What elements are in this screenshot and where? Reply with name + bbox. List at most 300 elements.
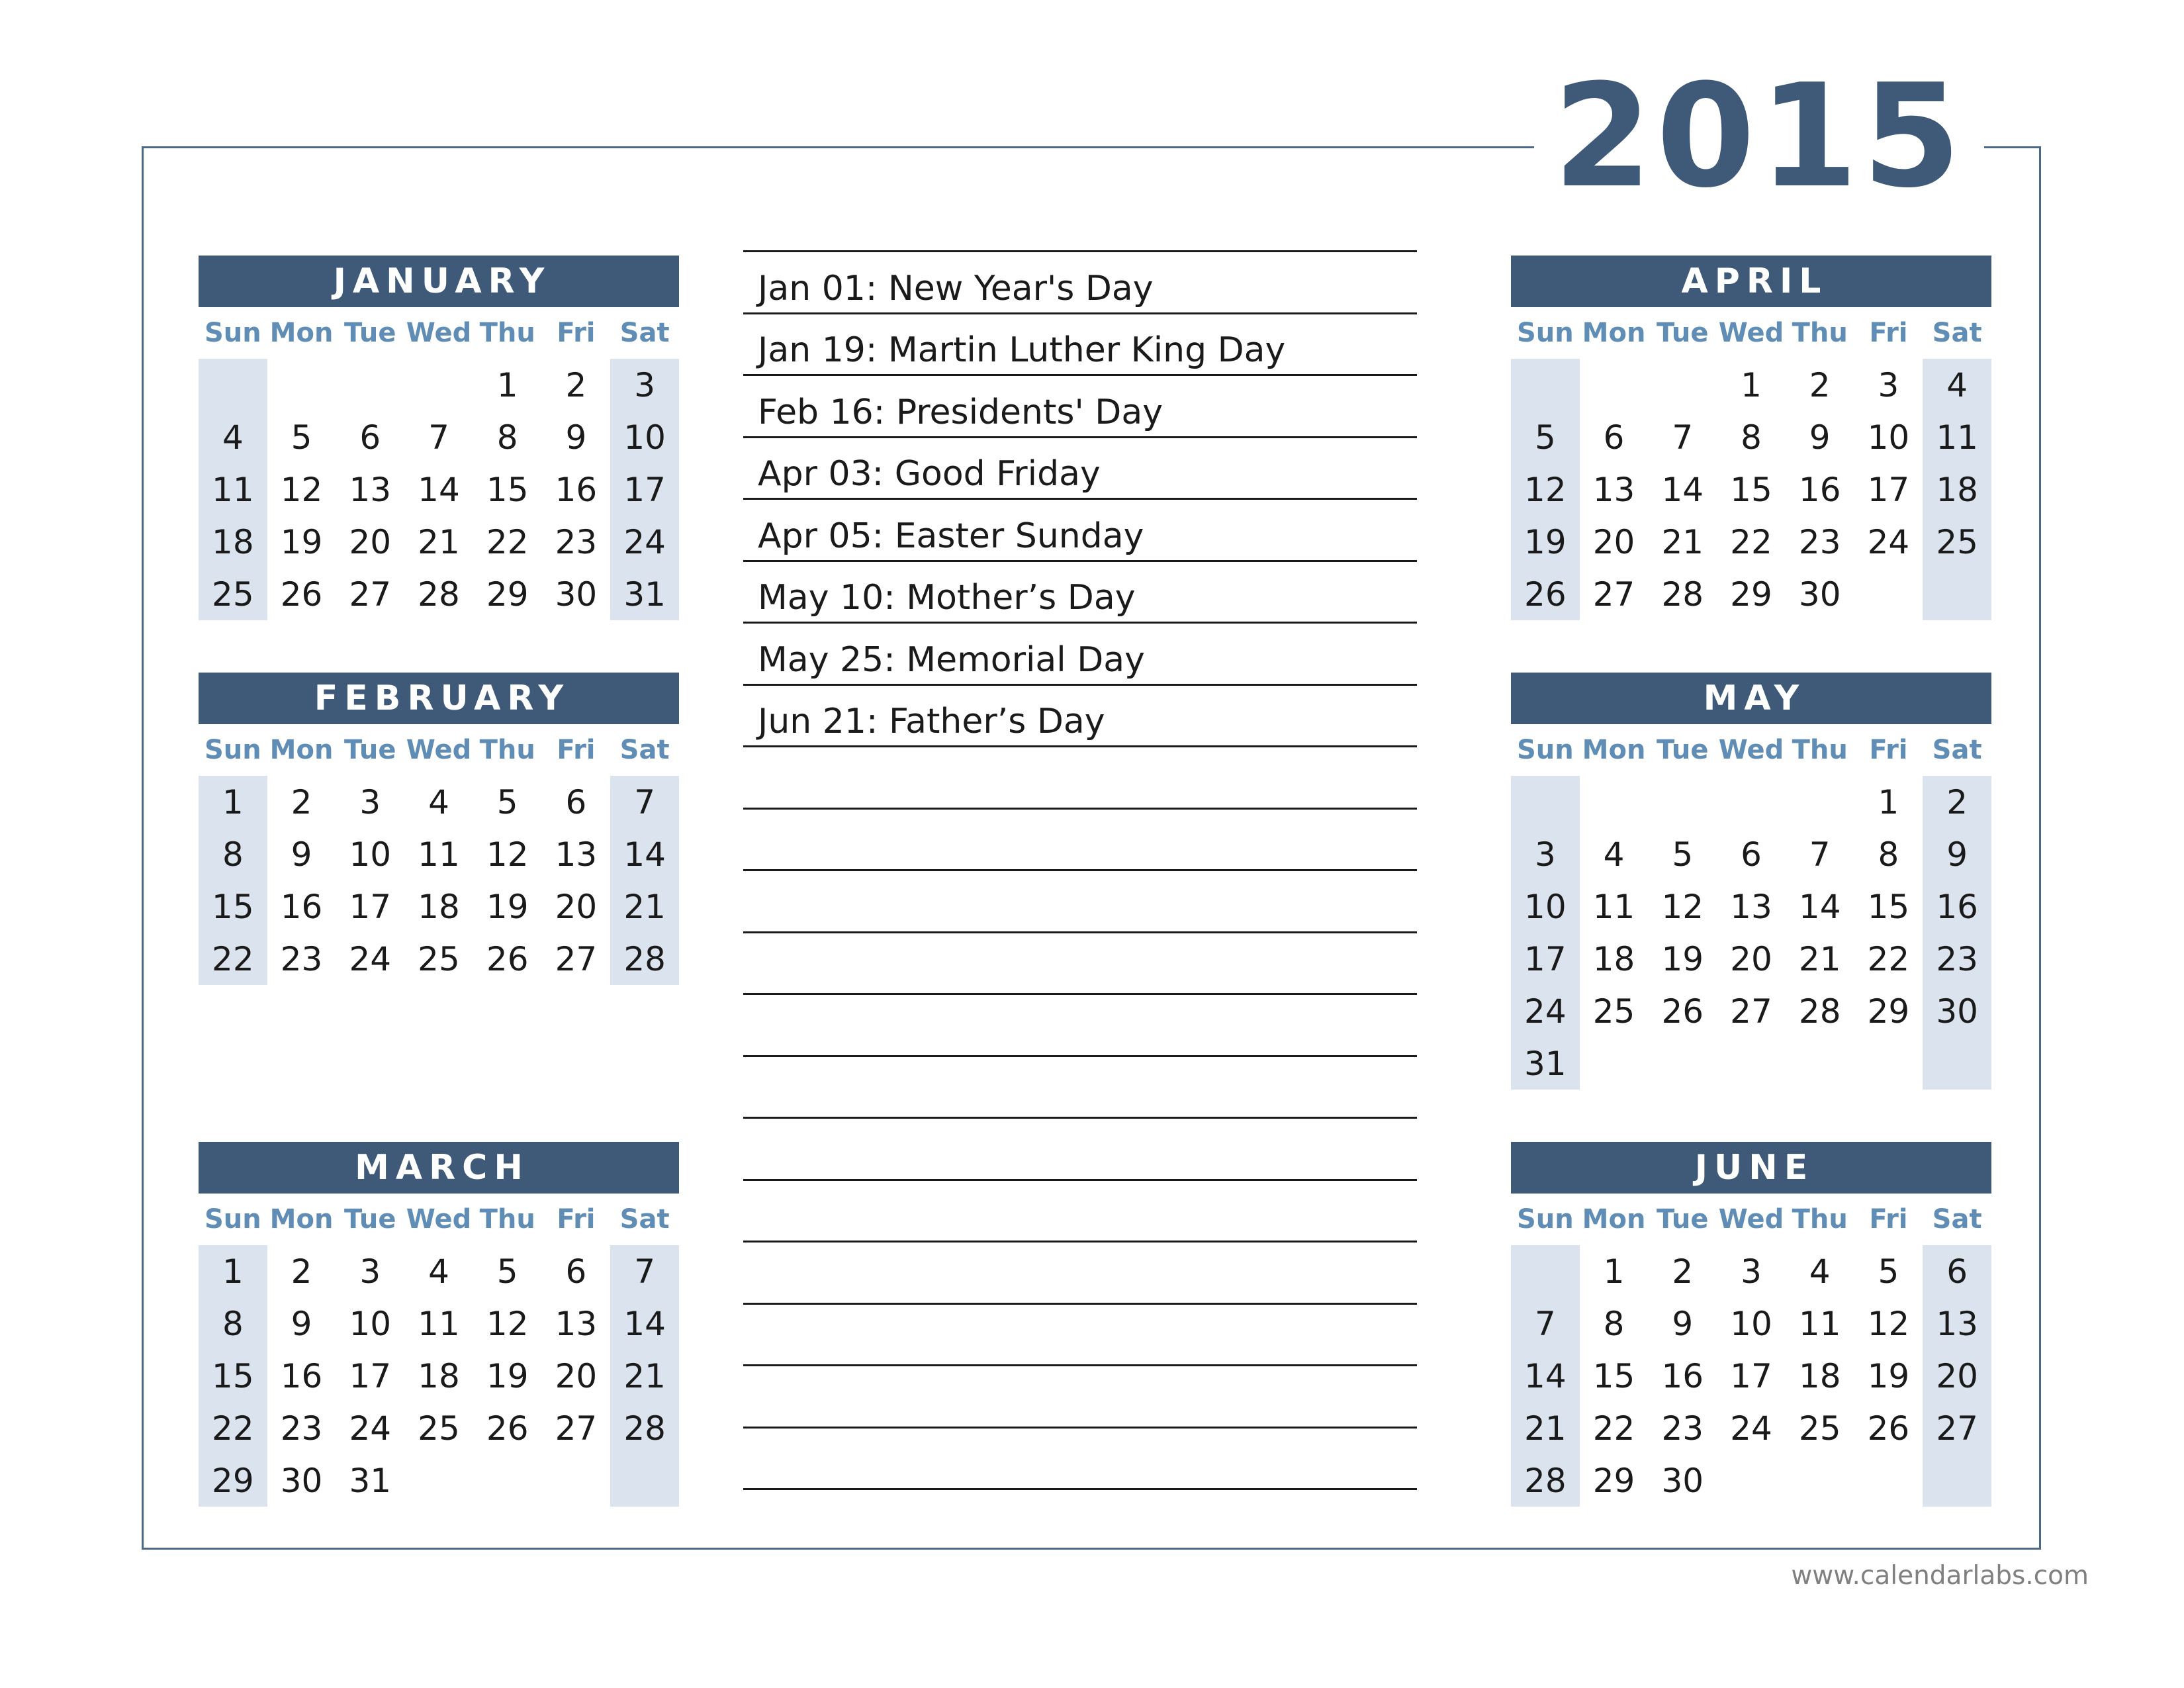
- month-name: FEBRUARY: [199, 673, 679, 724]
- day-cell[interactable]: 29: [1592, 1461, 1635, 1500]
- day-cell[interactable]: 18: [1592, 939, 1635, 978]
- day-cell[interactable]: 21: [1798, 939, 1841, 978]
- day-cell[interactable]: 17: [1511, 933, 1580, 985]
- weekday-label: Sun: [204, 318, 261, 348]
- weekday-header-row: [1511, 724, 1991, 776]
- day-cell[interactable]: 10: [349, 1304, 392, 1343]
- notes-blank-line: [743, 747, 1417, 810]
- month-name: JUNE: [1511, 1142, 1991, 1194]
- empty-day-cell: [1511, 359, 1580, 411]
- day-cell[interactable]: 18: [418, 1356, 460, 1395]
- day-cell[interactable]: 7: [610, 1245, 679, 1297]
- day-cell[interactable]: 5: [496, 1252, 518, 1291]
- notes-blank-line: [743, 933, 1417, 996]
- day-cell[interactable]: 10: [610, 411, 679, 463]
- day-cell[interactable]: 7: [1672, 418, 1694, 457]
- month-may: [1511, 673, 1991, 1090]
- day-cell[interactable]: 26: [280, 575, 323, 614]
- day-cell[interactable]: 28: [1661, 575, 1704, 614]
- day-cell[interactable]: 27: [1730, 992, 1772, 1031]
- weekday-label: Wed: [1718, 735, 1784, 765]
- day-cell[interactable]: 29: [486, 575, 529, 614]
- day-cell[interactable]: 20: [1592, 522, 1635, 561]
- day-cell[interactable]: 24: [610, 516, 679, 568]
- day-cell[interactable]: 9: [1809, 418, 1831, 457]
- day-cell[interactable]: 18: [1798, 1356, 1841, 1395]
- day-cell[interactable]: 27: [1592, 575, 1635, 614]
- day-grid: [1511, 1245, 1991, 1507]
- day-cell[interactable]: 14: [1661, 470, 1704, 509]
- weekday-label: Sat: [1932, 735, 1982, 765]
- day-cell[interactable]: 11: [418, 1304, 460, 1343]
- holiday-text: Jan 01: New Year's Day: [758, 268, 1154, 308]
- day-cell[interactable]: 1: [1603, 1252, 1625, 1291]
- weekday-label: Mon: [269, 735, 334, 765]
- holiday-text: Feb 16: Presidents' Day: [758, 392, 1163, 432]
- weekday-label: Wed: [406, 735, 472, 765]
- notes-blank-line: [743, 1366, 1417, 1429]
- holiday-list: [743, 250, 1417, 1490]
- day-cell[interactable]: 22: [199, 933, 267, 985]
- month-march: [199, 1142, 679, 1507]
- day-cell[interactable]: 1: [199, 1245, 267, 1297]
- empty-day-cell: [1511, 776, 1580, 828]
- day-cell[interactable]: 1: [1878, 782, 1899, 821]
- day-cell[interactable]: 11: [1798, 1304, 1841, 1343]
- day-cell[interactable]: 25: [418, 1409, 460, 1448]
- day-cell[interactable]: 14: [610, 1297, 679, 1350]
- day-cell[interactable]: 8: [199, 1297, 267, 1350]
- day-cell[interactable]: 11: [1592, 887, 1635, 926]
- day-cell[interactable]: 26: [486, 1409, 529, 1448]
- weekday-label: Mon: [1582, 1204, 1646, 1235]
- weekday-label: Fri: [557, 318, 596, 348]
- weekday-header-row: [1511, 1194, 1991, 1245]
- day-cell[interactable]: 27: [555, 1409, 598, 1448]
- weekday-label: Thu: [1792, 318, 1848, 348]
- day-cell[interactable]: 20: [555, 1356, 598, 1395]
- year-title-box: [1534, 52, 1984, 219]
- weekday-label: Mon: [1582, 318, 1646, 348]
- day-cell[interactable]: 16: [555, 470, 598, 509]
- day-cell[interactable]: 24: [1730, 1409, 1772, 1448]
- weekday-label: Sat: [619, 318, 670, 348]
- weekday-label: Thu: [479, 735, 535, 765]
- empty-day-cell: [1923, 1454, 1991, 1507]
- day-cell[interactable]: 12: [1867, 1304, 1910, 1343]
- day-cell[interactable]: 21: [610, 1350, 679, 1402]
- day-cell[interactable]: 15: [199, 880, 267, 933]
- month-february: [199, 673, 679, 985]
- notes-blank-line: [743, 1243, 1417, 1305]
- day-cell[interactable]: 1: [496, 365, 518, 404]
- day-cell[interactable]: 25: [1798, 1409, 1841, 1448]
- day-cell[interactable]: 6: [1741, 835, 1762, 874]
- day-cell[interactable]: 16: [1923, 880, 1991, 933]
- day-cell[interactable]: 3: [610, 359, 679, 411]
- day-cell[interactable]: 7: [428, 418, 449, 457]
- day-cell[interactable]: 17: [1730, 1356, 1772, 1395]
- empty-day-cell: [1786, 1454, 1854, 1507]
- day-cell[interactable]: 16: [1661, 1356, 1704, 1395]
- day-cell[interactable]: 4: [1923, 359, 1991, 411]
- day-cell[interactable]: 28: [418, 575, 460, 614]
- empty-day-cell: [1854, 568, 1923, 620]
- day-cell[interactable]: 20: [1923, 1350, 1991, 1402]
- weekday-header-row: [199, 1194, 679, 1245]
- notes-blank-line: [743, 1429, 1417, 1491]
- empty-day-cell: [1580, 1037, 1649, 1090]
- day-cell[interactable]: 17: [349, 1356, 392, 1395]
- empty-day-cell: [542, 1454, 611, 1507]
- day-cell[interactable]: 4: [1603, 835, 1625, 874]
- day-cell[interactable]: 2: [1809, 365, 1831, 404]
- holiday-row: [743, 624, 1417, 686]
- day-cell[interactable]: 11: [1923, 411, 1991, 463]
- day-cell[interactable]: 12: [486, 835, 529, 874]
- day-cell[interactable]: 1: [1741, 365, 1762, 404]
- day-cell[interactable]: 25: [1923, 516, 1991, 568]
- day-cell[interactable]: 24: [1867, 522, 1910, 561]
- day-cell[interactable]: 23: [1923, 933, 1991, 985]
- weekday-label: Sun: [204, 1204, 261, 1235]
- day-cell[interactable]: 6: [359, 418, 381, 457]
- empty-day-cell: [1717, 1454, 1786, 1507]
- empty-day-cell: [404, 1454, 473, 1507]
- day-cell[interactable]: 19: [1511, 516, 1580, 568]
- day-cell[interactable]: 5: [1511, 411, 1580, 463]
- day-cell[interactable]: 9: [565, 418, 587, 457]
- day-cell[interactable]: 15: [486, 470, 529, 509]
- day-cell[interactable]: 8: [1741, 418, 1762, 457]
- weekday-label: Fri: [1869, 318, 1908, 348]
- day-cell[interactable]: 30: [280, 1461, 323, 1500]
- day-cell[interactable]: 2: [291, 1252, 312, 1291]
- empty-day-cell: [1854, 1454, 1923, 1507]
- notes-blank-line: [743, 995, 1417, 1057]
- day-cell[interactable]: 26: [1867, 1409, 1910, 1448]
- day-cell[interactable]: 10: [1867, 418, 1910, 457]
- day-cell[interactable]: 25: [1592, 992, 1635, 1031]
- day-cell[interactable]: 25: [199, 568, 267, 620]
- holiday-row: [743, 314, 1417, 377]
- holiday-row: [743, 562, 1417, 624]
- weekday-label: Mon: [269, 1204, 334, 1235]
- day-cell[interactable]: 14: [1511, 1350, 1580, 1402]
- day-cell[interactable]: 12: [280, 470, 323, 509]
- day-cell[interactable]: 18: [199, 516, 267, 568]
- day-cell[interactable]: 26: [1511, 568, 1580, 620]
- day-cell[interactable]: 8: [199, 828, 267, 880]
- day-cell[interactable]: 1: [199, 776, 267, 828]
- day-cell[interactable]: 11: [418, 835, 460, 874]
- day-cell[interactable]: 20: [555, 887, 598, 926]
- day-cell[interactable]: 7: [610, 776, 679, 828]
- day-cell[interactable]: 13: [1592, 470, 1635, 509]
- day-cell[interactable]: 6: [565, 782, 587, 821]
- holiday-row: [743, 252, 1417, 314]
- day-cell[interactable]: 30: [1923, 985, 1991, 1037]
- day-cell[interactable]: 17: [610, 463, 679, 516]
- month-june: [1511, 1142, 1991, 1507]
- weekday-label: Sun: [1516, 735, 1574, 765]
- day-cell[interactable]: 3: [1511, 828, 1580, 880]
- day-cell[interactable]: 2: [1672, 1252, 1694, 1291]
- day-cell[interactable]: 15: [1730, 470, 1772, 509]
- day-cell[interactable]: 19: [486, 1356, 529, 1395]
- day-grid: [199, 776, 679, 985]
- day-cell[interactable]: 19: [280, 522, 323, 561]
- day-cell[interactable]: 14: [610, 828, 679, 880]
- day-cell[interactable]: 19: [486, 887, 529, 926]
- day-cell[interactable]: 4: [428, 1252, 449, 1291]
- weekday-label: Fri: [1869, 735, 1908, 765]
- day-cell[interactable]: 17: [349, 887, 392, 926]
- day-cell[interactable]: 14: [418, 470, 460, 509]
- day-cell[interactable]: 24: [349, 939, 392, 978]
- day-cell[interactable]: 7: [1809, 835, 1831, 874]
- empty-day-cell: [1648, 359, 1717, 411]
- day-cell[interactable]: 10: [1730, 1304, 1772, 1343]
- day-cell[interactable]: 28: [1511, 1454, 1580, 1507]
- day-cell[interactable]: 21: [418, 522, 460, 561]
- holiday-text: May 25: Memorial Day: [758, 639, 1145, 680]
- day-cell[interactable]: 9: [1672, 1304, 1694, 1343]
- day-cell[interactable]: 14: [1798, 887, 1841, 926]
- day-cell[interactable]: 15: [199, 1350, 267, 1402]
- day-cell[interactable]: 13: [555, 1304, 598, 1343]
- notes-blank-line: [743, 1057, 1417, 1119]
- day-cell[interactable]: 8: [496, 418, 518, 457]
- day-cell[interactable]: 15: [1592, 1356, 1635, 1395]
- empty-day-cell: [1717, 1037, 1786, 1090]
- notes-blank-line: [743, 1305, 1417, 1367]
- weekday-label: Wed: [1718, 318, 1784, 348]
- empty-day-cell: [1923, 568, 1991, 620]
- day-cell[interactable]: 6: [565, 1252, 587, 1291]
- day-cell[interactable]: 24: [1511, 985, 1580, 1037]
- day-cell[interactable]: 23: [1798, 522, 1841, 561]
- day-cell[interactable]: 8: [1878, 835, 1899, 874]
- day-cell[interactable]: 23: [1661, 1409, 1704, 1448]
- weekday-label: Mon: [1582, 735, 1646, 765]
- day-cell[interactable]: 31: [1511, 1037, 1580, 1090]
- empty-day-cell: [336, 359, 404, 411]
- year-title: 2015: [1553, 52, 1966, 219]
- holiday-text: May 10: Mother’s Day: [758, 578, 1136, 618]
- day-cell[interactable]: 5: [291, 418, 312, 457]
- day-cell[interactable]: 30: [1661, 1461, 1704, 1500]
- empty-day-cell: [1786, 776, 1854, 828]
- day-cell[interactable]: 23: [280, 1409, 323, 1448]
- weekday-label: Tue: [1657, 1204, 1709, 1235]
- day-cell[interactable]: 27: [1923, 1402, 1991, 1454]
- day-cell[interactable]: 16: [280, 887, 323, 926]
- holiday-text: Apr 03: Good Friday: [758, 454, 1101, 494]
- weekday-label: Tue: [344, 735, 396, 765]
- empty-day-cell: [1854, 1037, 1923, 1090]
- weekday-header-row: [199, 724, 679, 776]
- day-cell[interactable]: 13: [1730, 887, 1772, 926]
- day-cell[interactable]: 2: [565, 365, 587, 404]
- day-cell[interactable]: 3: [359, 1252, 381, 1291]
- day-cell[interactable]: 15: [1867, 887, 1910, 926]
- day-cell[interactable]: 6: [1923, 1245, 1991, 1297]
- day-cell[interactable]: 29: [199, 1454, 267, 1507]
- empty-day-cell: [1717, 776, 1786, 828]
- weekday-label: Tue: [344, 1204, 396, 1235]
- weekday-label: Fri: [557, 735, 596, 765]
- day-cell[interactable]: 9: [291, 1304, 312, 1343]
- day-cell[interactable]: 3: [1741, 1252, 1762, 1291]
- day-cell[interactable]: 16: [280, 1356, 323, 1395]
- day-cell[interactable]: 23: [555, 522, 598, 561]
- day-cell[interactable]: 22: [1867, 939, 1910, 978]
- weekday-label: Thu: [1792, 1204, 1848, 1235]
- day-cell[interactable]: 21: [1661, 522, 1704, 561]
- weekday-label: Tue: [344, 318, 396, 348]
- weekday-label: Thu: [1792, 735, 1848, 765]
- weekday-label: Mon: [269, 318, 334, 348]
- day-cell[interactable]: 12: [486, 1304, 529, 1343]
- empty-day-cell: [199, 359, 267, 411]
- empty-day-cell: [1511, 1245, 1580, 1297]
- day-cell[interactable]: 19: [1867, 1356, 1910, 1395]
- holiday-text: Jan 19: Martin Luther King Day: [758, 330, 1286, 370]
- weekday-header-row: [1511, 307, 1991, 359]
- day-cell[interactable]: 13: [349, 470, 392, 509]
- day-cell[interactable]: 28: [1798, 992, 1841, 1031]
- month-january: [199, 256, 679, 620]
- day-cell[interactable]: 2: [1923, 776, 1991, 828]
- day-cell[interactable]: 7: [1511, 1297, 1580, 1350]
- day-cell[interactable]: 20: [1730, 939, 1772, 978]
- day-cell[interactable]: 3: [1878, 365, 1899, 404]
- day-cell[interactable]: 21: [610, 880, 679, 933]
- day-grid: [199, 1245, 679, 1507]
- weekday-label: Wed: [406, 318, 472, 348]
- weekday-label: Tue: [1657, 735, 1709, 765]
- month-april: [1511, 256, 1991, 620]
- day-cell[interactable]: 4: [199, 411, 267, 463]
- day-cell[interactable]: 11: [199, 463, 267, 516]
- day-cell[interactable]: 5: [1672, 835, 1694, 874]
- empty-day-cell: [1923, 1037, 1991, 1090]
- weekday-label: Sun: [1516, 318, 1574, 348]
- day-cell[interactable]: 25: [418, 939, 460, 978]
- notes-blank-line: [743, 1181, 1417, 1243]
- day-cell[interactable]: 9: [1923, 828, 1991, 880]
- day-cell[interactable]: 31: [610, 568, 679, 620]
- day-cell[interactable]: 3: [359, 782, 381, 821]
- month-name: JANUARY: [199, 256, 679, 307]
- website-footer[interactable]: www.calendarlabs.com: [1791, 1561, 2089, 1591]
- empty-day-cell: [610, 1454, 679, 1507]
- day-cell[interactable]: 4: [428, 782, 449, 821]
- day-grid: [1511, 776, 1991, 1090]
- day-cell[interactable]: 20: [349, 522, 392, 561]
- day-cell[interactable]: 22: [1592, 1409, 1635, 1448]
- empty-day-cell: [1648, 776, 1717, 828]
- weekday-label: Thu: [479, 1204, 535, 1235]
- holiday-text: Apr 05: Easter Sunday: [758, 516, 1144, 556]
- empty-day-cell: [1580, 776, 1649, 828]
- day-cell[interactable]: 28: [610, 1402, 679, 1454]
- day-cell[interactable]: 26: [1661, 992, 1704, 1031]
- day-cell[interactable]: 8: [1603, 1304, 1625, 1343]
- day-cell[interactable]: 5: [496, 782, 518, 821]
- weekday-label: Fri: [1869, 1204, 1908, 1235]
- day-cell[interactable]: 22: [486, 522, 529, 561]
- day-cell[interactable]: 6: [1603, 418, 1625, 457]
- month-name: MARCH: [199, 1142, 679, 1194]
- day-cell[interactable]: 17: [1867, 470, 1910, 509]
- day-cell[interactable]: 27: [555, 939, 598, 978]
- notes-blank-line: [743, 1119, 1417, 1181]
- weekday-label: Thu: [479, 318, 535, 348]
- day-cell[interactable]: 9: [291, 835, 312, 874]
- day-cell[interactable]: 16: [1798, 470, 1841, 509]
- notes-blank-line: [743, 871, 1417, 933]
- day-cell[interactable]: 4: [1809, 1252, 1831, 1291]
- day-cell[interactable]: 21: [1511, 1402, 1580, 1454]
- day-cell[interactable]: 24: [349, 1409, 392, 1448]
- day-cell[interactable]: 18: [1923, 463, 1991, 516]
- day-cell[interactable]: 10: [349, 835, 392, 874]
- weekday-label: Sat: [1932, 318, 1982, 348]
- day-cell[interactable]: 30: [1798, 575, 1841, 614]
- weekday-label: Fri: [557, 1204, 596, 1235]
- day-cell[interactable]: 12: [1511, 463, 1580, 516]
- day-cell[interactable]: 10: [1511, 880, 1580, 933]
- day-cell[interactable]: 27: [349, 575, 392, 614]
- month-name: MAY: [1511, 673, 1991, 724]
- weekday-label: Wed: [1718, 1204, 1784, 1235]
- holiday-row: [743, 438, 1417, 500]
- weekday-label: Sun: [204, 735, 261, 765]
- empty-day-cell: [1786, 1037, 1854, 1090]
- empty-day-cell: [267, 359, 336, 411]
- weekday-label: Sat: [1932, 1204, 1982, 1235]
- weekday-label: Sat: [619, 735, 670, 765]
- day-cell[interactable]: 19: [1661, 939, 1704, 978]
- weekday-label: Tue: [1657, 318, 1709, 348]
- day-cell[interactable]: 12: [1661, 887, 1704, 926]
- day-cell[interactable]: 31: [349, 1461, 392, 1500]
- day-grid: [199, 359, 679, 620]
- holiday-text: Jun 21: Father’s Day: [758, 702, 1105, 741]
- day-cell[interactable]: 22: [1730, 522, 1772, 561]
- day-cell[interactable]: 22: [199, 1402, 267, 1454]
- weekday-label: Wed: [406, 1204, 472, 1235]
- day-cell[interactable]: 26: [486, 939, 529, 978]
- day-cell[interactable]: 29: [1730, 575, 1772, 614]
- day-cell[interactable]: 30: [555, 575, 598, 614]
- day-cell[interactable]: 13: [1923, 1297, 1991, 1350]
- day-cell[interactable]: 23: [280, 939, 323, 978]
- day-cell[interactable]: 18: [418, 887, 460, 926]
- holiday-row: [743, 500, 1417, 562]
- day-cell[interactable]: 29: [1867, 992, 1910, 1031]
- day-cell[interactable]: 5: [1878, 1252, 1899, 1291]
- empty-day-cell: [1580, 359, 1649, 411]
- day-cell[interactable]: 2: [291, 782, 312, 821]
- day-grid: [1511, 359, 1991, 620]
- day-cell[interactable]: 13: [555, 835, 598, 874]
- empty-day-cell: [473, 1454, 542, 1507]
- weekday-label: Sun: [1516, 1204, 1574, 1235]
- day-cell[interactable]: 28: [610, 933, 679, 985]
